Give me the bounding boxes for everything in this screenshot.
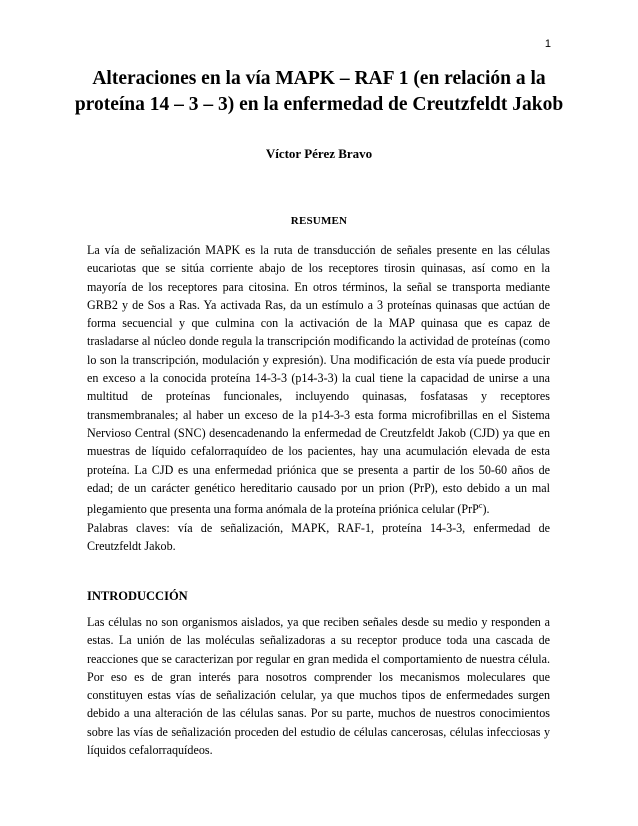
abstract-text: La vía de señalización MAPK es la ruta de transducción de señales presente en las células eucariotas que se sitúa corriente abajo de los receptores tirosin quinasas, así como en la mayoría de los receptores para citosina. En otros términos, la señal se transporta mediante GRB2 y de Sos a Ras. Ya activada Ras, da un estímulo a 3 proteínas quinasas que actúan de forma secuencial y que culmina con la activación de la MAP quinasa que es capaz de trasladarse al núcleo donde regula la transcripción modificando la actividad de proteínas (como lo son la transcripción, modulación y expresión). Una modificación de esta vía puede producir en exceso a la conocida proteína 14-3-3 (p14-3-3) la cual tiene la capacidad de unirse a una multitud de proteínas funcionales, incluyendo quinasas, fosfatasas y receptores transmembranales; al haber un exceso de la p14-3-3 esta forma microfibrillas en el Sistema Nervioso Central (SNC) desencadenando la enfermedad de Creutzfeldt Jakob (CJD) ya que en muestras de líquido cefalorraquídeo de los pacientes, hay una acumulación elevada de esta proteína. La CJD es una enfermedad priónica que se presenta a partir de los 50-60 años de edad; de un carácter genético hereditario causado por un prion (PrP), esto debido a un mal plegamiento que presenta una forma anómala de la proteína priónica celular (PrP: [87, 243, 550, 517]
introduction-paragraph: Las células no son organismos aislados, ya que reciben señales desde su medio y responden a estas. La unión de las moléculas señalizadoras a su receptor produce toda una cascada de reacciones que se caracterizan por regular en gran medida el comportamiento de nuestra célula. Por eso es de gran interés para nosotros comprender los mecanismos moleculares que constituyen estas vías de señalización celular, ya que muchos tipos de enfermedades surgen debido a una alteración de las células sanas. Por su parte, muchos de nuestros conocimientos sobre las vías de señalización proceden del estudio de células cancerosas, células infecciosas y líquidos cefalorraquídeos.: [87, 615, 550, 758]
abstract-superscript: c: [478, 501, 483, 511]
keywords-paragraph: Palabras claves: vía de señalización, MAPK, RAF-1, proteína 14-3-3, enfermedad de Creutzfeldt Jakob.: [87, 521, 550, 554]
abstract-paragraph: [87, 241, 550, 518]
abstract-heading: RESUMEN: [290, 215, 348, 227]
abstract-text-end: ).: [482, 502, 490, 517]
author-name: Víctor Pérez Bravo: [265, 146, 373, 161]
page-number: 1: [544, 38, 551, 50]
paper-title: Alteraciones en la vía MAPK – RAF 1 (en relación a la proteína 14 – 3 – 3) en la enfermedad de Creutzfeldt Jakob: [74, 68, 564, 115]
introduction-heading: INTRODUCCIÓN: [87, 589, 188, 603]
